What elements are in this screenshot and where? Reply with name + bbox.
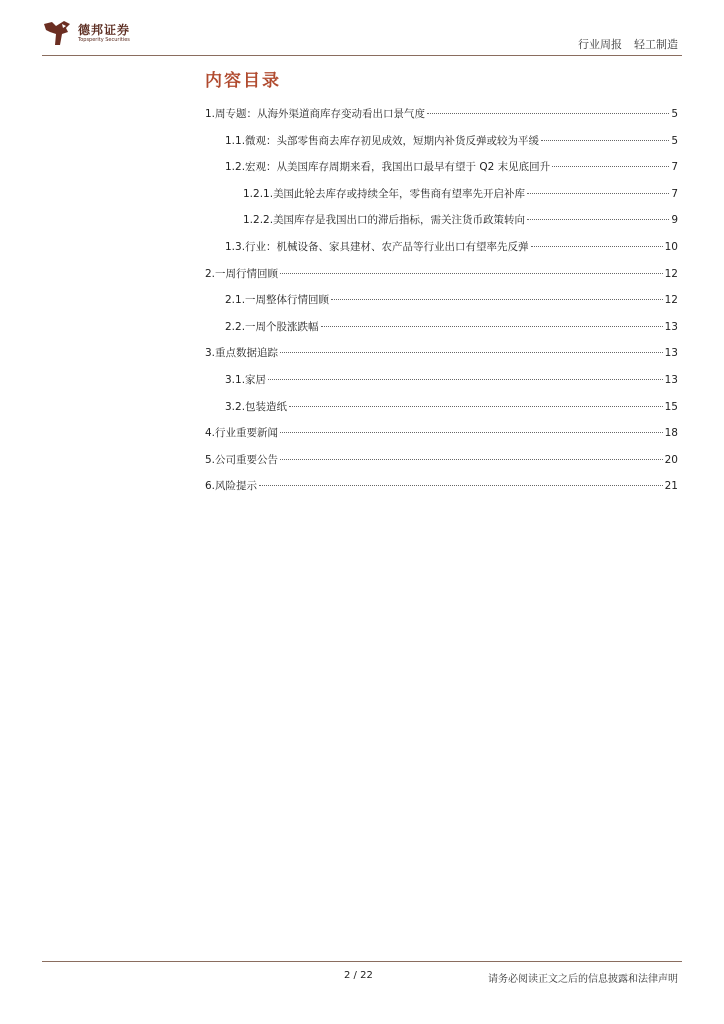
toc-entry-page: 13 (664, 320, 678, 333)
toc-entry-page: 12 (664, 294, 678, 307)
toc-leader-dots (280, 273, 663, 274)
company-logo (42, 18, 130, 48)
toc-entry-page: 18 (664, 427, 678, 440)
page-number: 2 / 22 (344, 970, 373, 981)
toc-leader-dots (541, 140, 669, 141)
toc-entry-number: 3.2. (225, 400, 246, 413)
toc-entry-number: 1. (205, 108, 216, 120)
toc-entry[interactable] (205, 266, 678, 293)
toc-leader-dots (321, 326, 663, 327)
toc-leader-dots (268, 379, 663, 380)
header-divider (42, 55, 682, 56)
toc-entry-number: 2.2. (225, 320, 246, 333)
toc-leader-dots (427, 113, 669, 114)
toc-entry-number: 1.2. (225, 161, 246, 174)
toc-entry[interactable] (205, 425, 678, 452)
toc-entry-number: 4. (205, 427, 216, 440)
toc-entry[interactable] (205, 159, 678, 186)
toc-leader-dots (527, 193, 669, 194)
toc-entry[interactable] (205, 212, 678, 239)
toc-entry-number: 3.1. (225, 373, 246, 386)
toc-entry-page: 13 (664, 347, 678, 360)
toc-entry-text: 宏观：从美国库存周期来看，我国出口最早有望于 Q2 末见底回升 (245, 161, 551, 174)
toc-entry-text: 家居 (245, 373, 267, 386)
brand-name-en: Topsperity Securities (78, 36, 130, 43)
toc-leader-dots (552, 166, 669, 167)
toc-entry-page: 5 (671, 108, 678, 120)
toc-leader-dots (289, 406, 663, 407)
toc-entry-page: 20 (664, 453, 678, 466)
brand-name-cn: 德邦证券 (78, 22, 131, 37)
toc-entry-text: 包装造纸 (245, 400, 288, 413)
report-type: 行业周报 (578, 38, 622, 51)
toc-entry-page: 13 (664, 373, 678, 386)
toc-entry-number: 1.2.2. (243, 214, 274, 227)
toc-leader-dots (531, 246, 663, 247)
toc-entry-text: 行业：机械设备、家具建材、农产品等行业出口有望率先反弹 (245, 240, 529, 253)
toc-entry-text: 行业重要新闻 (215, 427, 279, 440)
toc-entry-number: 6. (205, 480, 216, 493)
toc-entry-page: 7 (671, 187, 678, 200)
toc-entry-text: 重点数据追踪 (215, 347, 279, 360)
legal-disclaimer: 请务必阅读正文之后的信息披露和法律声明 (488, 974, 678, 985)
toc-leader-dots (280, 459, 663, 460)
toc-entry-number: 1.2.1. (243, 187, 274, 200)
toc-entry[interactable] (205, 292, 678, 319)
toc-entry-page: 15 (664, 400, 678, 413)
toc-entry-text: 美国库存是我国出口的滞后指标，需关注货币政策转向 (273, 214, 526, 227)
toc-entry-page: 9 (671, 214, 678, 227)
toc-entry-number: 1.1. (225, 134, 246, 147)
toc-leader-dots (259, 485, 663, 486)
toc-leader-dots (527, 219, 669, 220)
toc-entry-number: 3. (205, 347, 216, 360)
toc-entry-page: 21 (664, 480, 678, 493)
toc-entry-number: 1.3. (225, 240, 246, 253)
toc-entry[interactable] (205, 186, 678, 213)
toc-entry-number: 2. (205, 267, 216, 280)
toc-title: 内容目录 (205, 71, 281, 91)
toc-entry[interactable] (205, 372, 678, 399)
toc-entry-text: 一周行情回顾 (215, 267, 279, 280)
toc-entry-text: 周专题：从海外渠道商库存变动看出口景气度 (215, 108, 426, 120)
toc-entry-number: 5. (205, 453, 216, 466)
toc-entry[interactable] (205, 452, 678, 479)
toc-leader-dots (331, 299, 663, 300)
footer-divider (42, 961, 682, 962)
toc-entry[interactable] (205, 345, 678, 372)
toc-entry-text: 一周个股涨跌幅 (245, 320, 319, 333)
toc-leader-dots (280, 352, 663, 353)
toc-entry[interactable] (205, 133, 678, 160)
toc-entry-text: 公司重要公告 (215, 453, 279, 466)
toc-entry[interactable] (205, 399, 678, 426)
toc-entry-text: 微观：头部零售商去库存初见成效，短期内补货反弹或较为平缓 (245, 134, 540, 147)
toc-entry[interactable] (205, 478, 678, 505)
toc-entry[interactable] (205, 319, 678, 346)
industry-name: 轻工制造 (634, 38, 678, 51)
toc-entry-page: 12 (664, 267, 678, 280)
toc-entry-text: 风险提示 (215, 480, 258, 493)
toc-entry-text: 一周整体行情回顾 (245, 294, 330, 307)
report-header-tags (578, 36, 678, 52)
toc-entry-page: 10 (664, 240, 678, 253)
bull-logo-icon (42, 18, 72, 48)
toc-leader-dots (280, 432, 663, 433)
toc-entry[interactable] (205, 239, 678, 266)
toc-entry-number: 2.1. (225, 294, 246, 307)
table-of-contents (205, 106, 678, 505)
toc-entry-page: 5 (671, 134, 678, 147)
toc-entry-page: 7 (671, 161, 678, 174)
toc-entry[interactable] (205, 106, 678, 133)
toc-entry-text: 美国此轮去库存或持续全年，零售商有望率先开启补库 (273, 187, 526, 200)
